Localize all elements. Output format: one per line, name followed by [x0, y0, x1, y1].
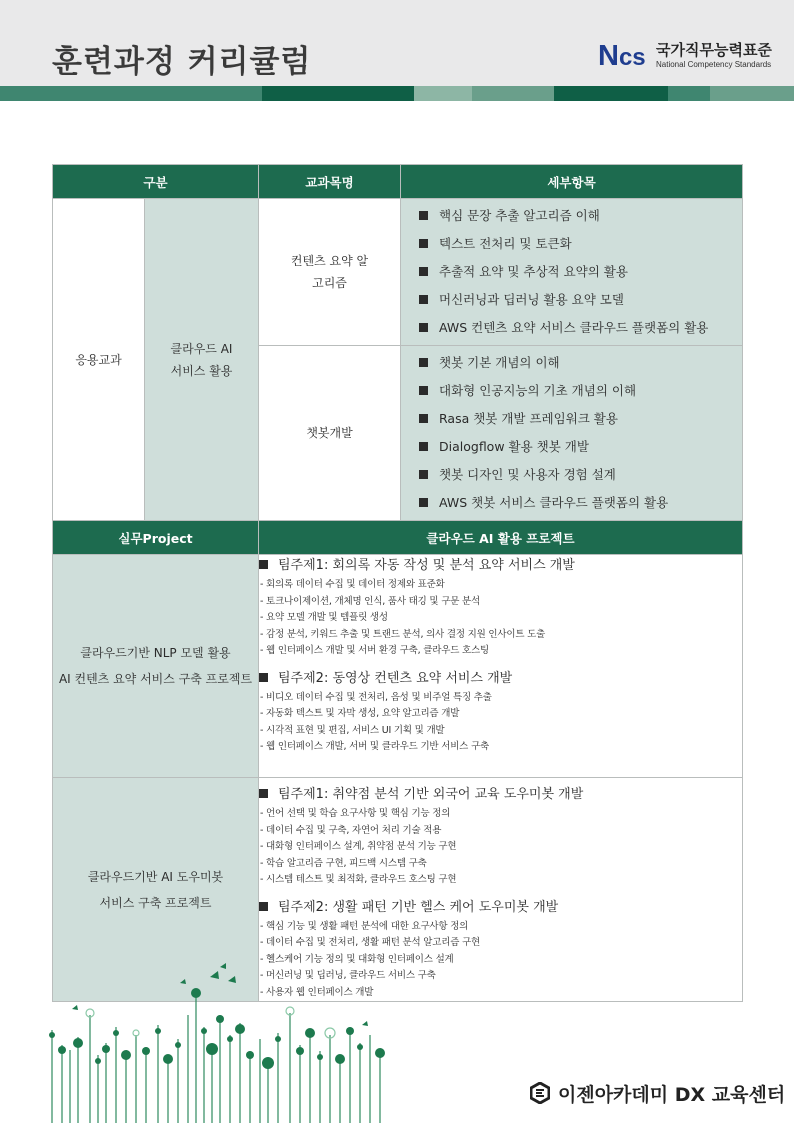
ncs-english-name: National Competency Standards [656, 60, 772, 69]
project-name-line: 클라우드기반 NLP 모델 활용 [80, 646, 231, 660]
square-bullet-icon [259, 673, 268, 682]
square-bullet-icon [419, 442, 428, 451]
team-topic-title: 팀주제1: 취약점 분석 기반 외국어 교육 도우미봇 개발 [259, 784, 742, 806]
square-bullet-icon [419, 267, 428, 276]
project-name-line: 클라우드기반 AI 도우미봇 [87, 869, 224, 884]
list-item: 대화형 인공지능의 기초 개념의 이해 [419, 377, 742, 405]
square-bullet-icon [259, 560, 268, 569]
list-item: - 사용자 웹 인터페이스 개발 [260, 986, 374, 998]
project-name-line: AI 컨텐츠 요약 서비스 구축 프로젝트 [58, 672, 253, 686]
ezen-logo-icon [530, 1082, 550, 1104]
details-cell [401, 199, 743, 346]
list-item: 챗봇 디자인 및 사용자 경험 설계 [419, 461, 742, 489]
header-course-name: 교과목명 [259, 165, 401, 199]
category-cell: 응용교과 [53, 199, 145, 521]
list-item: - 시각적 표현 및 편집, 서비스 UI 기획 및 개발 [260, 724, 445, 736]
page-title: 훈련과정 커리큘럼 [52, 44, 312, 80]
course-name-cell [259, 199, 401, 346]
team-topic-title: 팀주제2: 동영상 컨텐츠 요약 서비스 개발 [259, 668, 742, 690]
subcategory-cell [145, 199, 259, 521]
list-item: 핵심 문장 추출 알고리즘 이해 [419, 202, 742, 230]
list-item: - 헬스케어 기능 정의 및 대화형 인터페이스 설계 [260, 953, 454, 965]
square-bullet-icon [259, 789, 268, 798]
list-item: - 데이터 수집 및 전처리, 생활 패턴 분석 알고리즘 구현 [260, 937, 480, 948]
list-item: 챗봇 기본 개념의 이해 [419, 349, 742, 377]
ncs-logo [598, 38, 778, 74]
list-item: - 머신러닝 및 딥러닝, 클라우드 서비스 구축 [260, 970, 436, 981]
square-bullet-icon [259, 902, 268, 911]
project-topics-cell [259, 555, 743, 778]
list-item: - 회의록 데이터 수집 및 데이터 정제와 표준화 [260, 579, 445, 590]
ncs-korean-name: 국가직무능력표준 [656, 41, 772, 59]
details-list [401, 346, 742, 520]
list-item: - 요약 모델 개발 및 템플릿 생성 [260, 612, 388, 623]
list-item: 추출적 요약 및 추상적 요약의 활용 [419, 258, 742, 286]
list-item: Rasa 챗봇 개발 프레임워크 활용 [419, 405, 742, 433]
list-item: - 웹 인터페이스 개발, 서버 및 클라우드 기반 서비스 구축 [260, 741, 489, 752]
team-topic-title: 팀주제2: 생활 패턴 기반 헬스 케어 도우미봇 개발 [259, 897, 742, 919]
topic-item-list [259, 806, 742, 889]
list-item: - 학습 알고리즘 구현, 피드백 시스템 구축 [260, 857, 427, 869]
list-item: - 웹 인터페이스 개발 및 서버 환경 구축, 클라우드 호스팅 [260, 645, 489, 656]
list-item: - 대화형 인터페이스 설계, 취약점 분석 기능 구현 [260, 841, 457, 852]
project-row [53, 555, 743, 778]
list-item: - 핵심 기능 및 생활 패턴 분석에 대한 요구사항 정의 [260, 920, 469, 932]
project-header-row [53, 521, 743, 555]
square-bullet-icon [419, 358, 428, 367]
details-list [401, 199, 742, 345]
org-name: 이젠아카데미 DX 교육센터 [558, 1084, 786, 1106]
list-item: - 시스템 테스트 및 최적화, 클라우드 호스팅 구현 [260, 874, 457, 885]
square-bullet-icon [419, 211, 428, 220]
project-name-cell [53, 555, 259, 778]
square-bullet-icon [419, 239, 428, 248]
square-bullet-icon [419, 414, 428, 423]
topic-item-list [259, 690, 742, 756]
list-item: AWS 컨텐츠 요약 서비스 클라우드 플랫폼의 활용 [419, 314, 742, 342]
list-item: - 토크나이제이션, 개체명 인식, 품사 태깅 및 구문 분석 [260, 595, 480, 607]
plant-decoration-icon [40, 955, 400, 1123]
table-header-row [53, 165, 743, 199]
table-row [53, 199, 743, 346]
list-item: 텍스트 전처리 및 토큰화 [419, 230, 742, 258]
team-topic-title: 팀주제1: 회의록 자동 작성 및 분석 요약 서비스 개발 [259, 555, 742, 577]
square-bullet-icon [419, 295, 428, 304]
curriculum-table [52, 164, 743, 1002]
list-item: AWS 챗봇 서비스 클라우드 플랫폼의 활용 [419, 489, 742, 517]
list-item: - 자동화 텍스트 및 자막 생성, 요약 알고리즘 개발 [260, 708, 460, 719]
project-header-right: 클라우드 AI 활용 프로젝트 [259, 521, 743, 555]
list-item: Dialogflow 활용 챗봇 개발 [419, 433, 742, 461]
list-item: - 데이터 수집 및 구축, 자연어 처리 기술 적용 [260, 824, 442, 836]
list-item: 머신러닝과 딥러닝 활용 요약 모델 [419, 286, 742, 314]
list-item: - 비디오 데이터 수집 및 전처리, 음성 및 비주얼 특징 추출 [260, 691, 492, 703]
square-bullet-icon [419, 470, 428, 479]
topic-item-list [259, 577, 742, 660]
page-header [0, 0, 794, 86]
square-bullet-icon [419, 498, 428, 507]
details-cell [401, 346, 743, 521]
project-name-line: 서비스 구축 프로젝트 [99, 895, 212, 910]
course-name-cell: 챗봇개발 [259, 346, 401, 521]
list-item: - 언어 선택 및 학습 요구사항 및 핵심 기능 정의 [260, 808, 451, 819]
project-header-left: 실무Project [53, 521, 259, 555]
subcategory-text: 클라우드 AI 서비스 활용 [170, 341, 233, 378]
ncs-mark: Ncs [598, 40, 646, 72]
square-bullet-icon [419, 386, 428, 395]
header-category: 구분 [53, 165, 259, 199]
list-item: - 감정 분석, 키워드 추출 및 트랜드 분석, 의사 결정 지원 인사이트 도출 [260, 628, 546, 640]
course-name: 컨텐츠 요약 알고리즘 [290, 254, 369, 290]
square-bullet-icon [419, 323, 428, 332]
header-details: 세부항목 [401, 165, 743, 199]
